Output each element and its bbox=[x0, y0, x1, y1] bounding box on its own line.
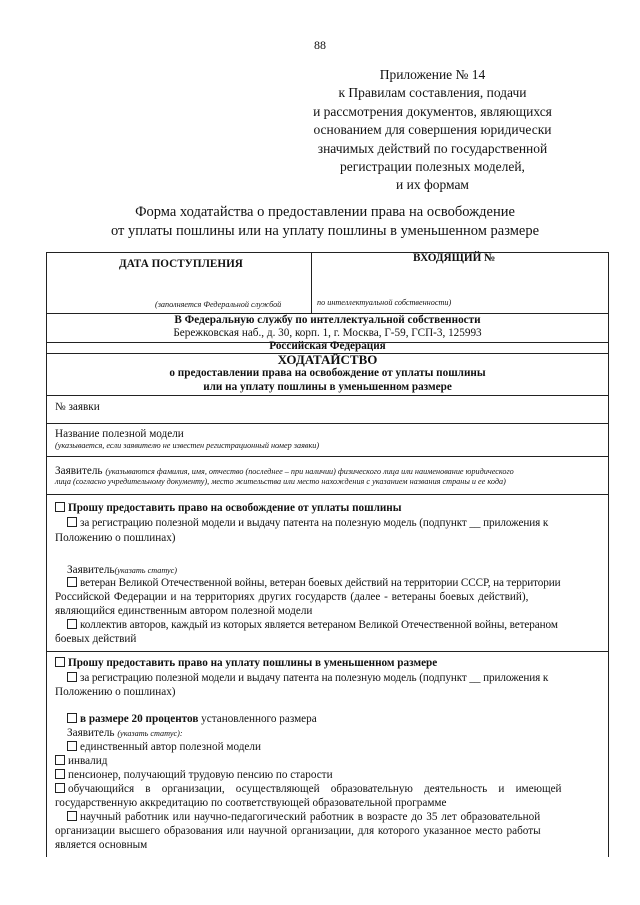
reduced-item-checkbox[interactable] bbox=[67, 672, 77, 682]
petition-subtitle-1: о предоставлении права на освобождение от уплаты пошлины bbox=[169, 367, 486, 379]
exempt-item-text-2: Положению о пошлинах) bbox=[55, 532, 176, 544]
collective-text: коллектив авторов, каждый из которых является ветераном Великой Отечественной войны, ветераном bbox=[80, 619, 558, 631]
exempt-status-note: (указать статус) bbox=[114, 566, 178, 575]
exempt-item-checkbox[interactable] bbox=[67, 517, 77, 527]
appendix-line: Приложение № 14 bbox=[379, 67, 486, 82]
collective-text-2: боевых действий bbox=[55, 633, 137, 645]
exempt-status-label: Заявитель bbox=[67, 564, 115, 576]
appendix-line: основанием для совершения юридически bbox=[313, 122, 552, 138]
exempt-heading: Прошу предоставить право на освобождение от уплаты пошлины bbox=[68, 502, 402, 514]
incoming-number-label: ВХОДЯЩИЙ № bbox=[413, 252, 496, 264]
form-title-line: Форма ходатайства о предоставлении права на освобождение bbox=[135, 204, 515, 220]
veteran-checkbox[interactable] bbox=[67, 577, 77, 587]
young-scientist-checkbox[interactable] bbox=[67, 811, 77, 821]
petition-title: ХОДАТАЙСТВО bbox=[277, 352, 378, 367]
student-text: обучающийся в организации, осуществляющей образовательную деятельность и имеющей bbox=[68, 783, 562, 795]
reduced-status-label: Заявитель bbox=[67, 727, 115, 739]
address-to: В Федеральную службу по интеллектуальной собственности bbox=[174, 314, 481, 326]
applicant-field[interactable]: Заявитель bbox=[55, 465, 103, 477]
pct20-checkbox[interactable] bbox=[67, 713, 77, 723]
divider bbox=[47, 456, 608, 457]
exempt-item-text: за регистрацию полезной модели и выдачу патента на полезную модель (подпункт __ приложения к bbox=[80, 517, 549, 529]
disabled-checkbox[interactable] bbox=[55, 755, 65, 765]
exempt-checkbox[interactable] bbox=[55, 502, 65, 512]
sole-author-checkbox[interactable] bbox=[67, 741, 77, 751]
sole-author-text: единственный автор полезной модели bbox=[80, 741, 261, 753]
young-scientist-text-2: организации высшего образования или научной организации, для которого указанное место работы bbox=[55, 825, 541, 837]
applicant-note: (указываются фамилия, имя, отчество (последнее – при наличии) физического лица или наименование юридического bbox=[105, 467, 514, 476]
veteran-text-3: являющийся единственным автором полезной модели bbox=[55, 605, 313, 617]
appendix-line: регистрации полезных моделей, bbox=[340, 159, 525, 175]
young-scientist-text-3: является основным bbox=[55, 839, 148, 851]
reduced-item-text-2: Положению о пошлинах) bbox=[55, 686, 176, 698]
header-divider bbox=[311, 253, 312, 313]
divider bbox=[47, 423, 608, 424]
veteran-text: ветеран Великой Отечественной войны, ветеран боевых действий на территории СССР, на территории bbox=[80, 577, 561, 589]
veteran-text-2: Российской Федерации и на территориях других государств (далее - ветераны боевых действий), bbox=[55, 591, 529, 603]
student-checkbox[interactable] bbox=[55, 783, 65, 793]
address-street: Бережковская наб., д. 30, корп. 1, г. Москва, Г-59, ГСП-3, 125993 bbox=[173, 327, 482, 339]
petition-form bbox=[46, 252, 609, 857]
student-text-2: государственную аккредитацию по соответствующей образовательной программе bbox=[55, 797, 447, 809]
form-title-line: от уплаты пошлины или на уплату пошлины в уменьшенном размере bbox=[110, 223, 540, 239]
appendix-reference bbox=[295, 66, 570, 195]
filled-by-note-left: (заполняется Федеральной службой bbox=[155, 300, 282, 309]
pct20-text: установленного размера bbox=[198, 713, 317, 725]
model-name-field[interactable]: Название полезной модели bbox=[55, 428, 184, 440]
applicant-note-2: лица (согласно учредительному документу), место жительства или место нахождения с указанием названия страны и ее кода) bbox=[55, 477, 506, 486]
address-country: Российская Федерация bbox=[269, 340, 386, 352]
appendix-line: и их формам bbox=[396, 177, 469, 193]
pensioner-text: пенсионер, получающий трудовую пенсию по старости bbox=[68, 769, 333, 781]
pensioner-checkbox[interactable] bbox=[55, 769, 65, 779]
appendix-line: к Правилам составления, подачи bbox=[338, 85, 527, 101]
reduced-checkbox[interactable] bbox=[55, 657, 65, 667]
appendix-line: значимых действий по государственной bbox=[317, 140, 548, 156]
petition-subtitle-2: или на уплату пошлины в уменьшенном размере bbox=[203, 381, 452, 393]
pct20-bold: в размере 20 процентов bbox=[80, 713, 199, 725]
appendix-line: и рассмотрения документов, являющихся bbox=[313, 103, 552, 119]
application-number-field[interactable]: № заявки bbox=[55, 401, 100, 413]
young-scientist-text: научный работник или научно-педагогический работник в возрасте до 35 лет образовательной bbox=[80, 811, 541, 823]
reduced-heading: Прошу предоставить право на уплату пошлины в уменьшенном размере bbox=[68, 657, 438, 669]
filled-by-note-right: по интеллектуальной собственности) bbox=[317, 298, 452, 307]
page-number: 88 bbox=[314, 38, 326, 52]
model-name-note: (указывается, если заявителю не известен регистрационный номер заявки) bbox=[55, 441, 320, 450]
divider bbox=[47, 494, 608, 495]
reduced-status-note: (указать статус): bbox=[117, 729, 183, 738]
collective-checkbox[interactable] bbox=[67, 619, 77, 629]
received-date-label: ДАТА ПОСТУПЛЕНИЯ bbox=[119, 258, 243, 270]
divider bbox=[47, 651, 608, 652]
divider bbox=[47, 395, 608, 396]
disabled-text: инвалид bbox=[68, 755, 108, 767]
reduced-item-text: за регистрацию полезной модели и выдачу патента на полезную модель (подпункт __ приложения к bbox=[80, 672, 549, 684]
form-title bbox=[60, 203, 590, 241]
